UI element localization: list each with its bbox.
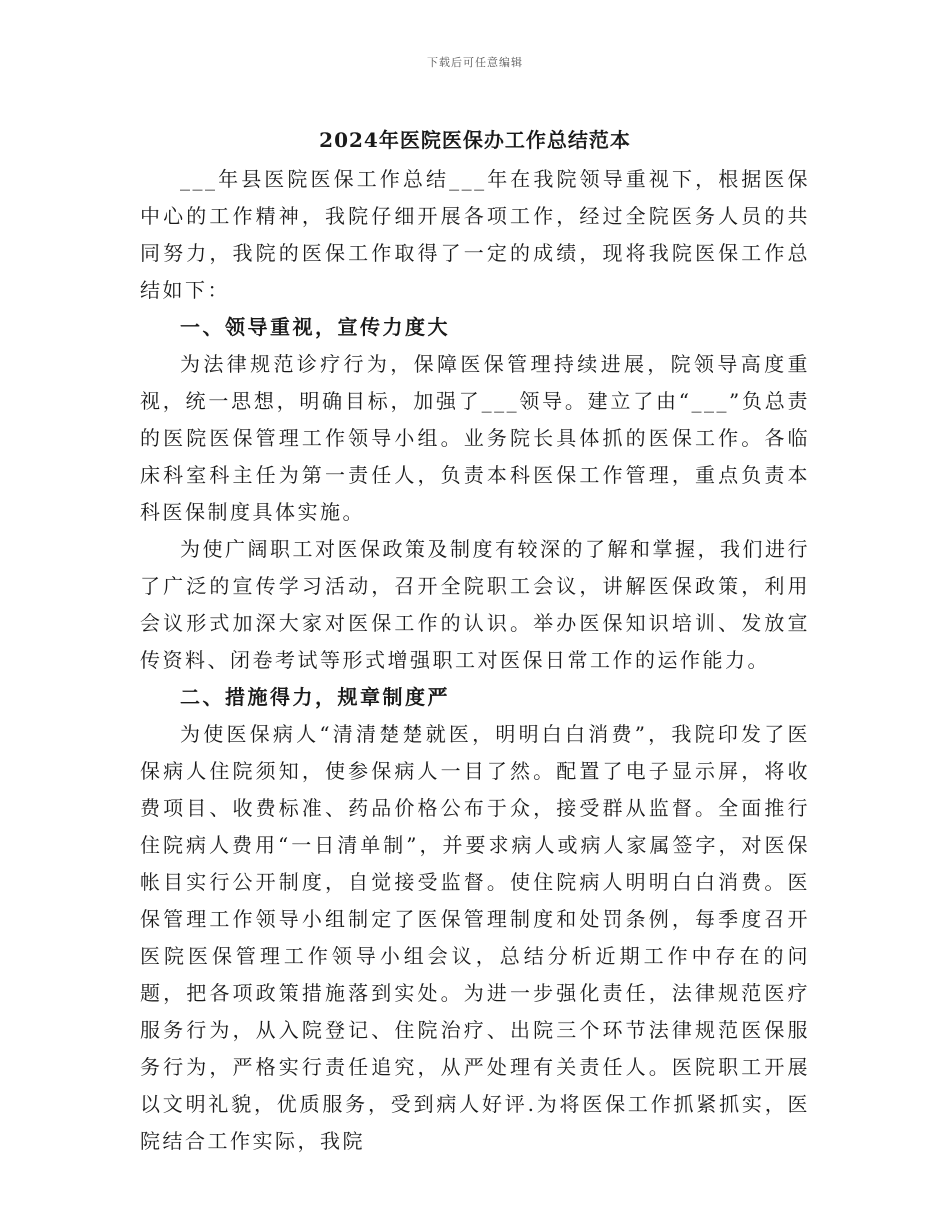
section-2-paragraph-1: 为使医保病人“清清楚楚就医，明明白白消费”，我院印发了医保病人住院须知，使参保病人一目了然。配置了电子显示屏，将收费项目、收费标准、药品价格公布于众，接受群从监督。全面推行住院病人费用“一日清单制”，并要求病人或病人家属签字，对医保帐目实行公开制度，自觉接受监督。使住院病人明明白白消费。医保管理工作领导小组制定了医保管理制度和处罚条例，每季度召开医院医保管理工作领导小组会议，总结分析近期工作中存在的问题，把各项政策措施落到实处。为进一步强化责任，法律规范医疗服务行为，从入院登记、住院治疗、出院三个环节法律规范医保服务行为，严格实行责任追究，从严处理有关责任人。医院职工开展以文明礼貌，优质服务，受到病人好评.为将医保工作抓紧抓实，医院结合工作实际，我院 (140, 722, 810, 1153)
intro-paragraph: ___年县医院医保工作总结___年在我院领导重视下，根据医保中心的工作精神，我院仔细开展各项工作，经过全院医务人员的共同努力，我院的医保工作取得了一定的成绩，现将我院医保工作总结如下： (140, 167, 810, 302)
document-body (140, 161, 810, 1160)
section-1-paragraph-2: 为使广阔职工对医保政策及制度有较深的了解和掌握，我们进行了广泛的宣传学习活动，召开全院职工会议，讲解医保政策，利用会议形式加深大家对医保工作的认识。举办医保知识培训、发放宣传资料、闭卷考试等形式增强职工对医保日常工作的运作能力。 (140, 537, 810, 672)
section-heading-2: 二、措施得力，规章制度严 (180, 685, 450, 709)
section-heading-1: 一、领导重视，宣传力度大 (180, 315, 450, 339)
section-1-paragraph-1: 为法律规范诊疗行为，保障医保管理持续进展，院领导高度重视，统一思想，明确目标，加强了___领导。建立了由“___”负总责的医院医保管理工作领导小组。业务院长具体抓的医保工作。各临床科室科主任为第一责任人，负责本科医保工作管理，重点负责本科医保制度具体实施。 (140, 352, 810, 524)
page-header-note: 下载后可任意编辑 (427, 56, 523, 69)
document-title: 2024年医院医保办工作总结范本 (319, 128, 631, 152)
